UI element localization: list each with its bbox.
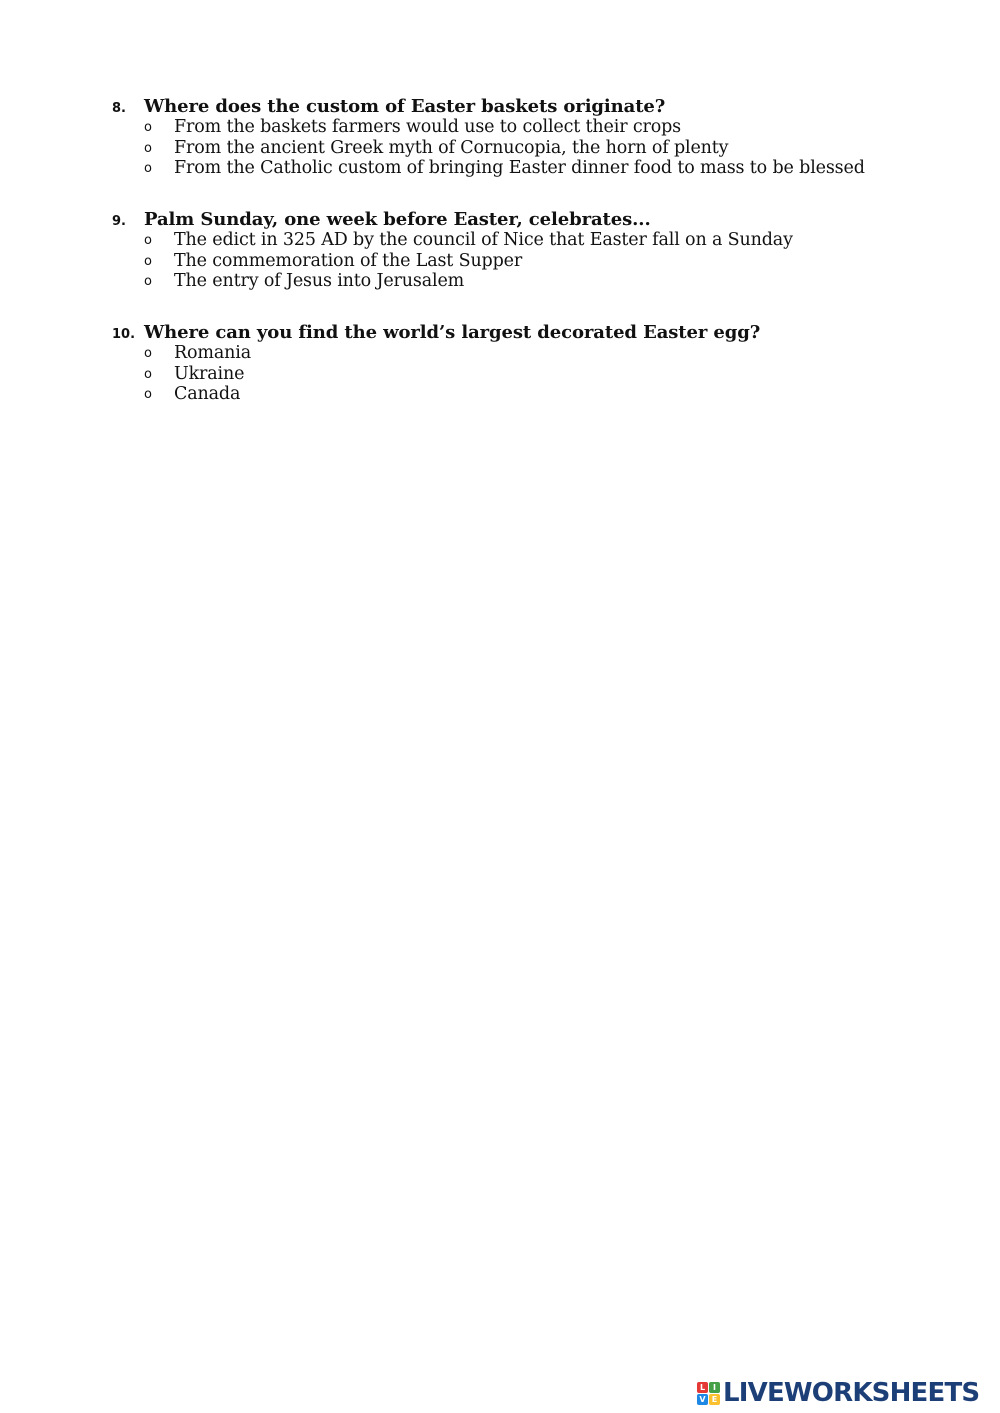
option-list — [0, 343, 1000, 405]
option-text: Canada — [174, 384, 241, 405]
option-list — [0, 230, 1000, 292]
option-text: Romania — [174, 343, 251, 363]
option-item[interactable] — [0, 230, 1000, 251]
bullet-icon: o — [144, 140, 152, 156]
option-list — [0, 117, 1000, 179]
bullet-icon: o — [144, 366, 152, 382]
question-number: 10. — [112, 327, 136, 342]
logo-text: LIVEWORKSHEETS — [723, 1378, 980, 1408]
option-item[interactable] — [0, 384, 1000, 405]
logo-mark-letter: I — [709, 1382, 720, 1393]
option-item[interactable] — [0, 271, 1000, 292]
option-text: Ukraine — [174, 363, 245, 384]
bullet-icon: o — [144, 161, 152, 177]
question-text: Where does the custom of Easter baskets originate? — [144, 96, 666, 117]
option-item[interactable] — [0, 364, 1000, 385]
question-number: 8. — [112, 101, 126, 116]
bullet-icon: o — [144, 387, 152, 403]
bullet-icon: o — [144, 274, 152, 290]
option-item[interactable] — [0, 138, 1000, 159]
option-text: From the ancient Greek myth of Cornucopia, the horn of plenty — [174, 137, 729, 158]
option-text: The edict in 325 AD by the council of Nice that Easter fall on a Sunday — [174, 230, 793, 250]
logo-mark-letter: E — [709, 1394, 720, 1405]
option-text: The entry of Jesus into Jerusalem — [174, 271, 465, 292]
bullet-icon: o — [144, 120, 152, 135]
question-text: Palm Sunday, one week before Easter, celebrates... — [144, 209, 651, 230]
question-text: Where can you find the world’s largest decorated Easter egg? — [144, 322, 761, 343]
option-item[interactable] — [0, 158, 1000, 179]
option-text: The commemoration of the Last Supper — [174, 250, 523, 271]
question-number: 9. — [112, 214, 126, 229]
bullet-icon: o — [144, 346, 152, 361]
option-item[interactable] — [0, 117, 1000, 138]
logo-mark-letter: L — [697, 1382, 708, 1393]
logo-mark-letter: V — [697, 1394, 708, 1405]
liveworksheets-logo — [697, 1378, 979, 1408]
bullet-icon: o — [144, 233, 152, 248]
option-text: From the baskets farmers would use to collect their crops — [174, 117, 681, 137]
option-item[interactable] — [0, 251, 1000, 272]
option-item[interactable] — [0, 343, 1000, 364]
logo-mark-icon — [697, 1382, 720, 1405]
bullet-icon: o — [144, 253, 152, 269]
option-text: From the Catholic custom of bringing Easter dinner food to mass to be blessed — [174, 158, 865, 179]
